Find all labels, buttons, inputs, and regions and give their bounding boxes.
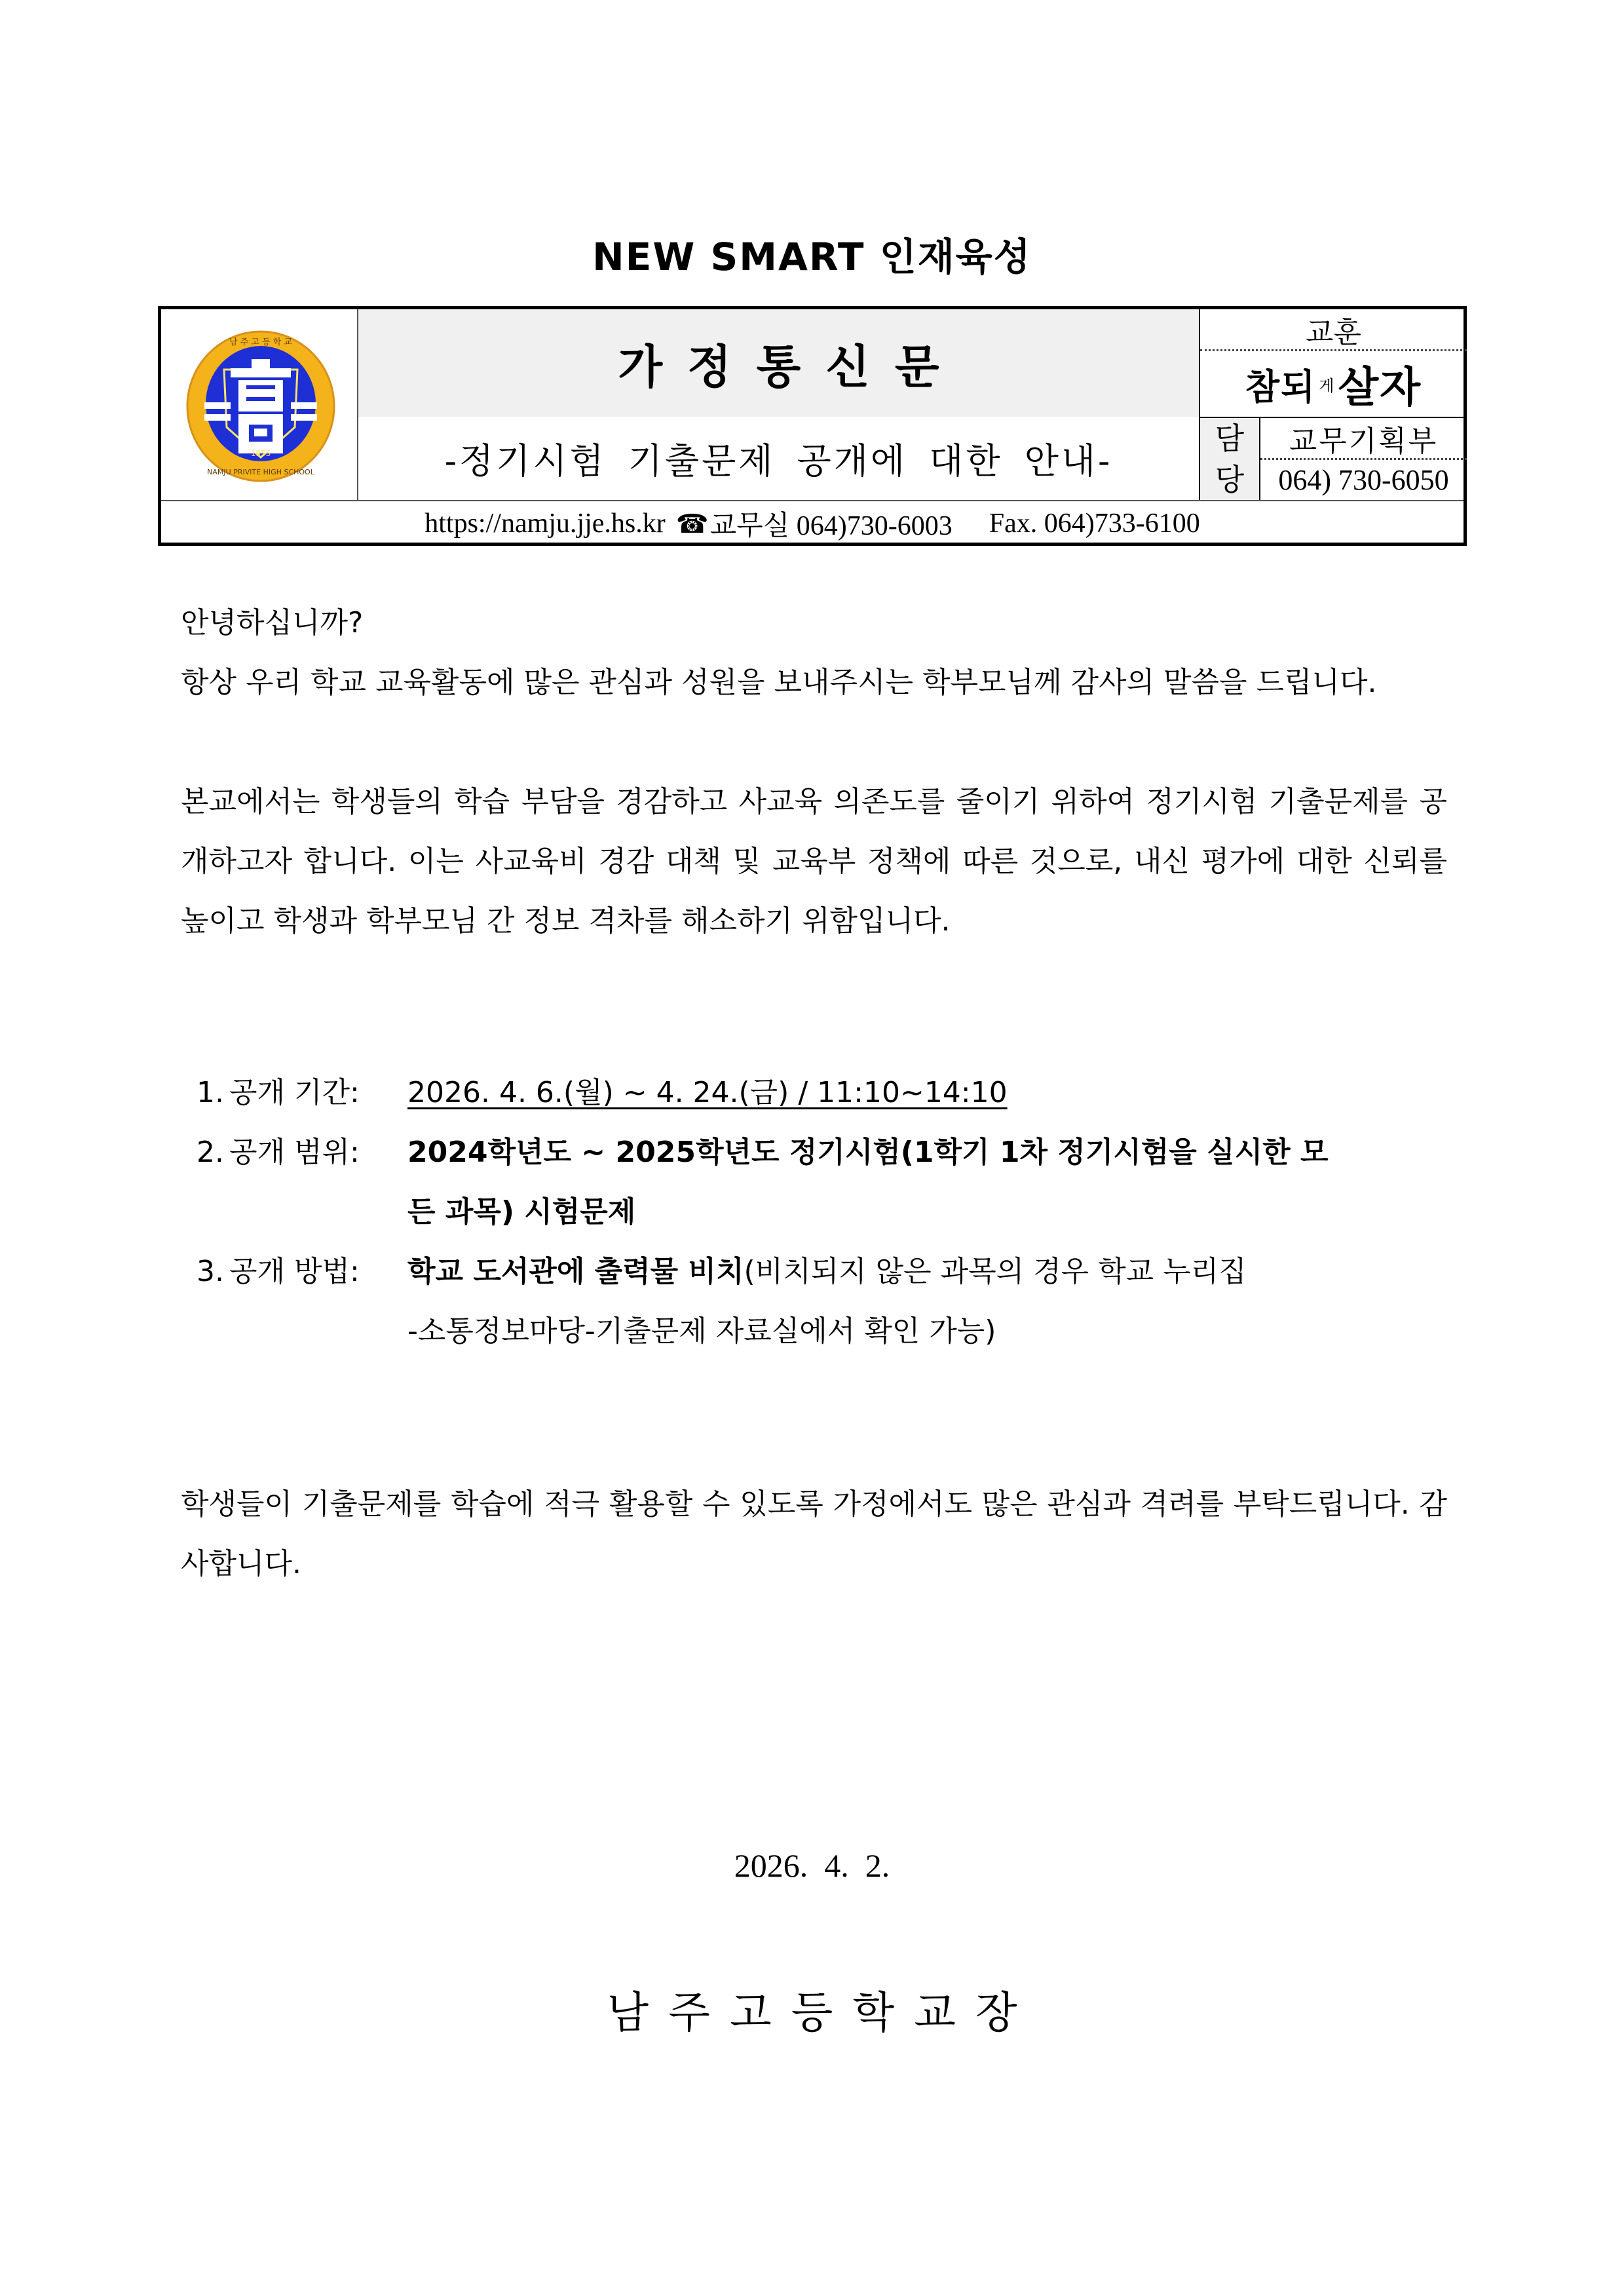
- slogan: NEW SMART 인재육성: [592, 235, 1032, 279]
- list-label: 공개 기간:: [229, 1076, 360, 1109]
- newsletter-title: 가정통신문: [358, 309, 1199, 417]
- contact-phone: 064) 730-6050: [1278, 464, 1449, 496]
- list-item-method: [197, 1242, 1448, 1301]
- method-value: 학교 도서관에 출력물 비치: [407, 1255, 744, 1288]
- list-label: 공개 범위:: [229, 1136, 360, 1169]
- list-number: 2.: [197, 1136, 224, 1169]
- issue-date: 2026. 4. 2.: [734, 1847, 890, 1884]
- list-label: 공개 방법:: [229, 1255, 360, 1288]
- scope-value: 2024학년도 ~ 2025학년도 정기시험(1학기 1차 정기시험을 실시한 모: [407, 1136, 1329, 1169]
- motto-part-1: 참되: [1245, 365, 1317, 408]
- method-note-continued: -소통정보마당-기출문제 자료실에서 확인 가능): [407, 1314, 996, 1348]
- greeting: 안녕하십니까?: [181, 606, 364, 640]
- paragraph-purpose: 본교에서는 학생들의 학습 부담을 경감하고 사교육 의존도를 줄이기 위하여 정기시험 기출문제를 공개하고자 합니다. 이는 사교육비 경감 대책 및 교육부 정책에 따른 것으로, 내신 평가에 대한 신뢰를 높이고 학생과 학부모님 간 정보 격차를 해소하기 위함입니다.: [181, 785, 1447, 938]
- list-item-period: [197, 1063, 1448, 1122]
- motto-part-3: 살자: [1338, 363, 1422, 412]
- motto-calligraphy: [1200, 351, 1467, 417]
- school-url-link[interactable]: https://namju.jje.hs.kr: [425, 508, 666, 539]
- contact-label-1: 담: [1215, 421, 1245, 457]
- school-info-row: [161, 500, 1463, 546]
- motto-label: 교훈: [1200, 309, 1467, 351]
- paragraph-thanks: 항상 우리 학교 교육활동에 많은 관심과 성원을 보내주시는 학부모님께 감사의 말씀을 드립니다.: [181, 666, 1377, 699]
- list-number: 1.: [197, 1076, 224, 1109]
- newsletter-subtitle: -정기시험 기출문제 공개에 대한 안내-: [444, 440, 1113, 482]
- scope-value-continued: 든 과목) 시험문제: [407, 1195, 636, 1229]
- contact-label: [1200, 418, 1260, 500]
- notice-details-list: [197, 1063, 1448, 1361]
- logo-cell: [161, 309, 358, 500]
- svg-text:남 주 고 등 학 교: 남 주 고 등 학 교: [229, 337, 293, 347]
- period-value: 2026. 4. 6.(월) ~ 4. 24.(금) / 11:10~14:10: [407, 1076, 1008, 1109]
- contact-box: [1199, 417, 1467, 500]
- contact-label-2: 당: [1215, 461, 1245, 497]
- closing-paragraph: 학생들이 기출문제를 학습에 적극 활용할 수 있도록 가정에서도 많은 관심과 격려를 부탁드립니다. 감사합니다.: [181, 1487, 1447, 1580]
- principal-signature: 남주고등학교장: [607, 1987, 1037, 2038]
- newsletter-header-table: [158, 306, 1467, 546]
- fax-number: Fax. 064)733-6100: [989, 508, 1200, 539]
- svg-text:NAMJU PRIVITE HIGH SCHOOL: NAMJU PRIVITE HIGH SCHOOL: [207, 468, 314, 476]
- motto-part-2: 게: [1319, 376, 1336, 395]
- method-note: (비치되지 않은 과목의 경우 학교 누리집: [744, 1255, 1247, 1288]
- list-item-scope: [197, 1122, 1448, 1182]
- office-phone: 교무실 064)730-6003: [709, 511, 953, 541]
- motto-box: [1199, 309, 1467, 417]
- school-emblem-icon: [183, 329, 338, 484]
- list-number: 3.: [197, 1255, 224, 1288]
- telephone-icon: ☎: [675, 508, 709, 539]
- svg-text:1955: 1955: [250, 449, 271, 458]
- contact-department: 교무기획부: [1260, 418, 1467, 460]
